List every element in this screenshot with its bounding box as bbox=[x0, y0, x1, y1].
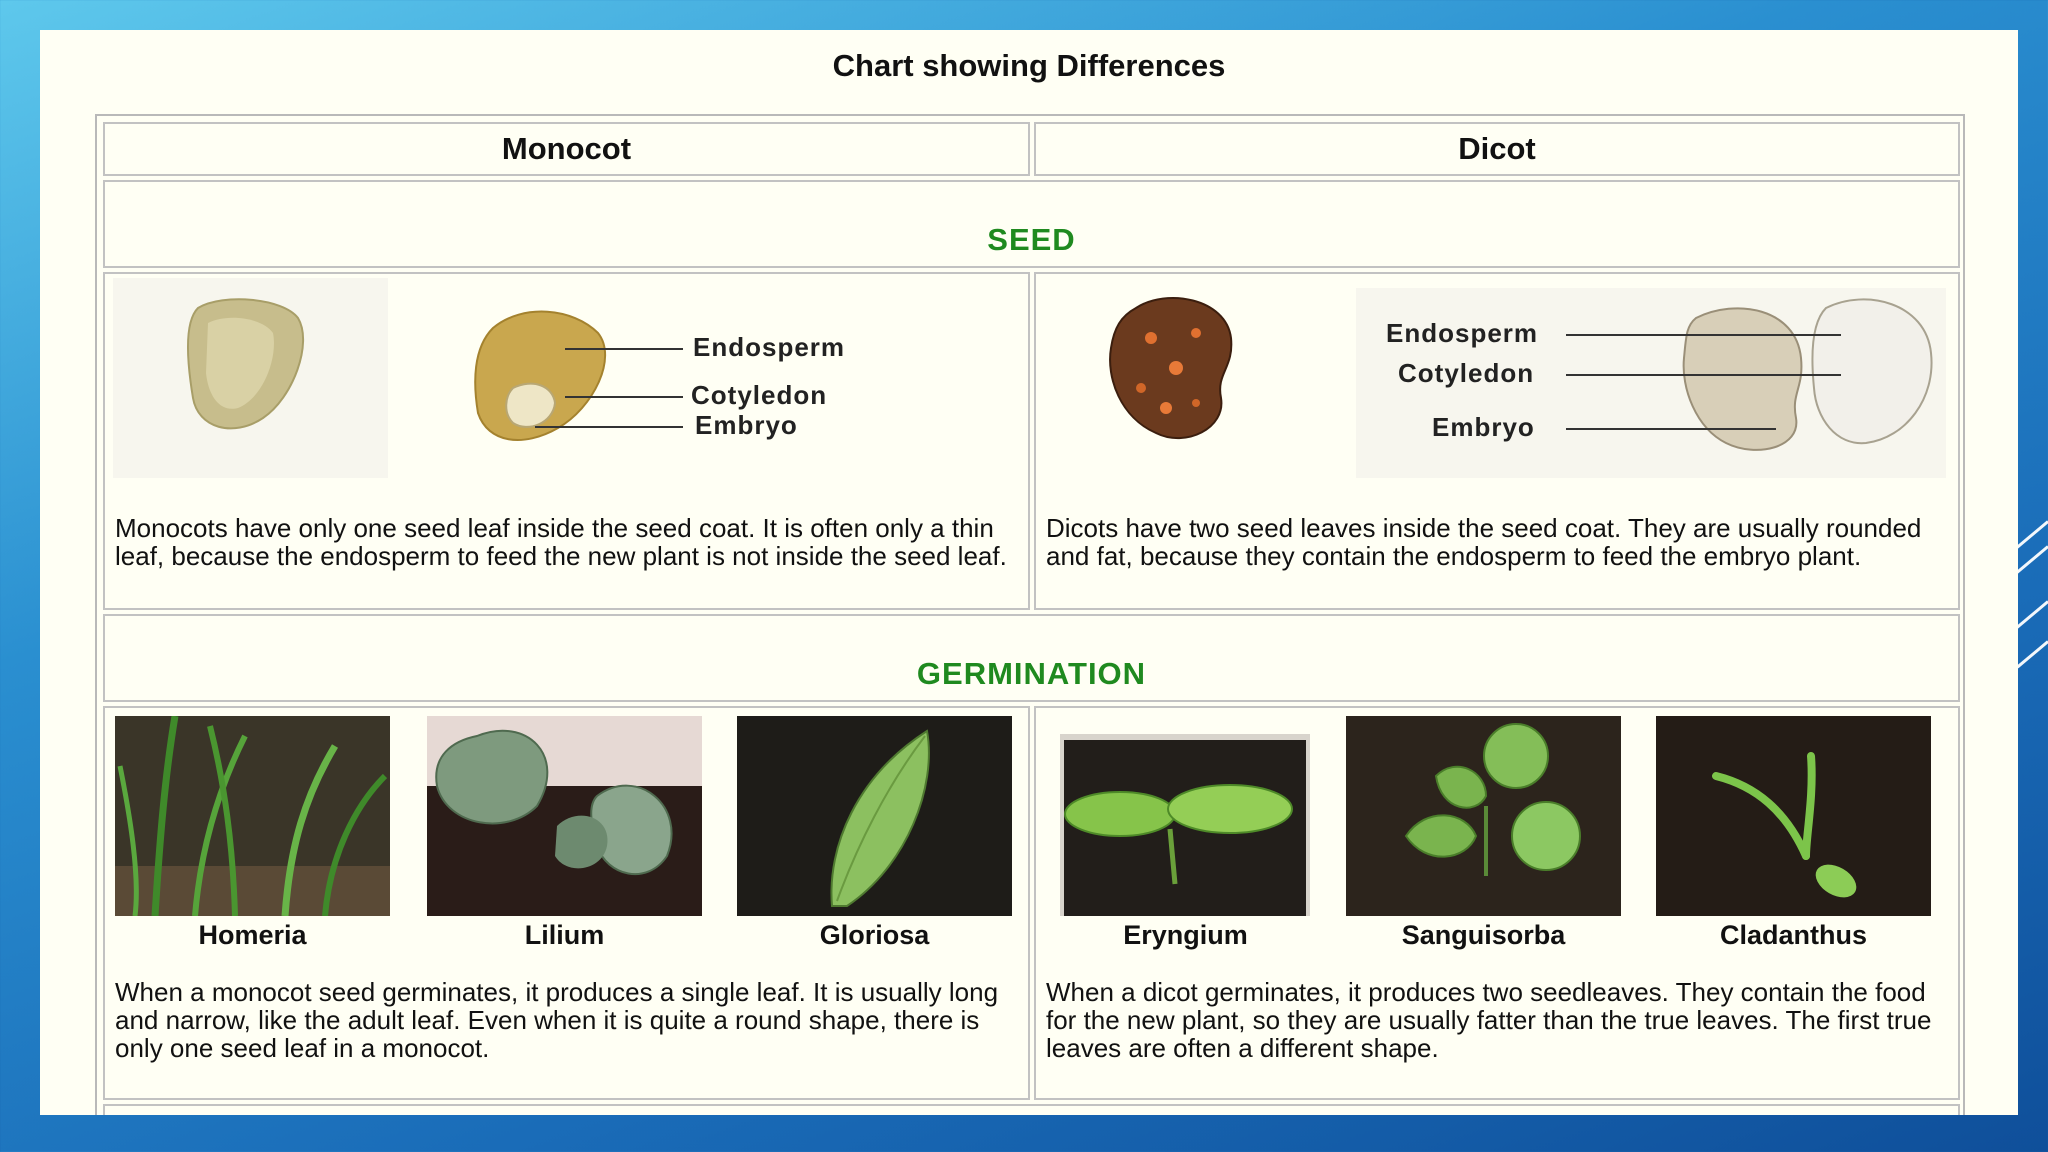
caption-lilium: Lilium bbox=[524, 920, 605, 950]
seed-dicot-cell bbox=[1034, 272, 1960, 610]
caption-sanguisorba: Sanguisorba bbox=[1401, 920, 1566, 950]
caption-eryngium: Eryngium bbox=[1123, 920, 1248, 950]
seed-monocot-text: Monocots have only one seed leaf inside the seed coat. It is often only a thin leaf, because the endosperm to feed the new plant is not inside the seed leaf. bbox=[115, 513, 1007, 571]
caption-gloriosa: Gloriosa bbox=[819, 920, 930, 950]
label-cotyledon: Cotyledon bbox=[691, 380, 828, 410]
lilium-image bbox=[427, 716, 702, 916]
label-embryo: Embryo bbox=[695, 410, 798, 440]
caption-cladanthus: Cladanthus bbox=[1719, 920, 1867, 950]
caption-homeria: Homeria bbox=[198, 920, 307, 950]
label-endosperm: Endosperm bbox=[1386, 318, 1539, 348]
seed-monocot-cell bbox=[103, 272, 1030, 610]
label-cotyledon: Cotyledon bbox=[1398, 358, 1535, 388]
germination-monocot-cell bbox=[103, 706, 1030, 1100]
page-title: Chart showing Differences bbox=[832, 48, 1226, 83]
header-monocot: Monocot bbox=[103, 122, 1030, 176]
germination-monocot-text: When a monocot seed germinates, it produces a single leaf. It is usually long and narrow, like the adult leaf. Even when it is quite a round shape, there is only one seed leaf in a monocot. bbox=[115, 977, 999, 1063]
slide bbox=[40, 30, 2018, 1115]
leader-line bbox=[535, 426, 683, 428]
cladanthus-image bbox=[1656, 716, 1931, 916]
monocot-seed-image bbox=[113, 278, 643, 478]
leader-line bbox=[1566, 334, 1841, 336]
comparison-table bbox=[95, 114, 1965, 1115]
leader-line bbox=[565, 348, 683, 350]
homeria-image bbox=[115, 716, 390, 916]
decorative-line bbox=[2016, 640, 2048, 668]
label-endosperm: Endosperm bbox=[693, 332, 846, 362]
sanguisorba-image bbox=[1346, 716, 1621, 916]
germination-dicot-cell bbox=[1034, 706, 1960, 1100]
leader-line bbox=[1566, 374, 1841, 376]
header-dicot: Dicot bbox=[1034, 122, 1960, 176]
next-row-cell bbox=[103, 1104, 1960, 1115]
seed-dicot-text: Dicots have two seed leaves inside the seed coat. They are usually rounded and fat, because they contain the endosperm to feed the embryo plant. bbox=[1046, 513, 1922, 571]
germination-dicot-text: When a dicot germinates, it produces two seedleaves. They contain the food for the new plant, so they are usually fatter than the true leaves. The first true leaves are often a different shape. bbox=[1046, 977, 1932, 1063]
section-title-seed: SEED bbox=[103, 180, 1960, 268]
leader-line bbox=[565, 396, 683, 398]
eryngium-image bbox=[1060, 734, 1310, 916]
gloriosa-image bbox=[737, 716, 1012, 916]
section-title-germination: GERMINATION bbox=[103, 614, 1960, 702]
leader-line bbox=[1566, 428, 1776, 430]
label-embryo: Embryo bbox=[1432, 412, 1535, 442]
